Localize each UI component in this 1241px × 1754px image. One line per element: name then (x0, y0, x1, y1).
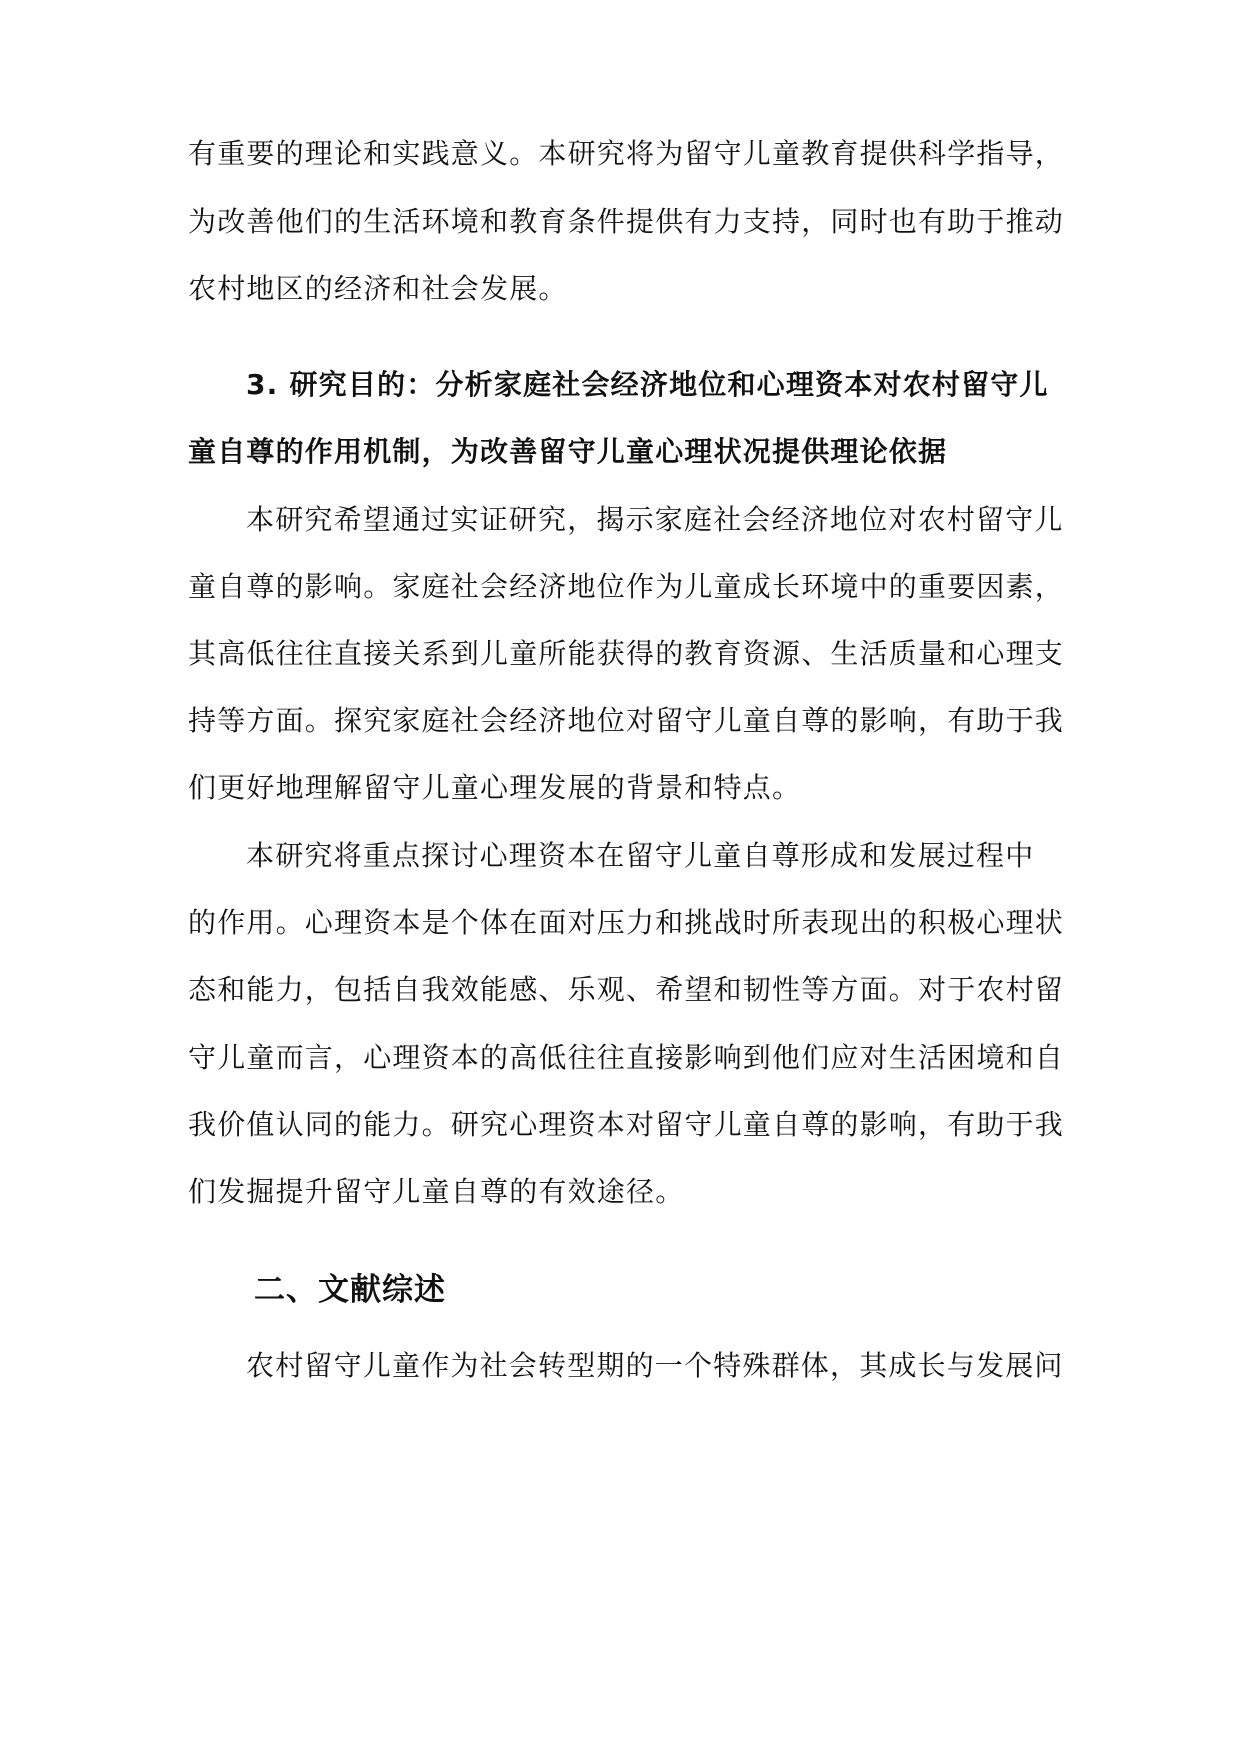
paragraph-line: 本研究希望通过实证研究，揭示家庭社会经济地位对农村留守儿 (246, 503, 1064, 536)
paragraph-line: 的作用。心理资本是个体在面对压力和挑战时所表现出的积极心理状 (188, 906, 1065, 939)
paragraph-line: 守儿童而言，心理资本的高低往往直接影响到他们应对生活困境和自 (188, 1041, 1065, 1074)
section-heading-line: 3. 研究目的：分析家庭社会经济地位和心理资本对农村留守儿 (246, 368, 1049, 401)
paragraph-line: 为改善他们的生活环境和教育条件提供有力支持，同时也有助于推动 (188, 205, 1065, 238)
paragraph-line: 有重要的理论和实践意义。本研究将为留守儿童教育提供科学指导， (188, 137, 1065, 170)
paragraph-line: 其高低往往直接关系到儿童所能获得的教育资源、生活质量和心理支 (188, 637, 1065, 670)
paragraph-line: 态和能力，包括自我效能感、乐观、希望和韧性等方面。对于农村留 (188, 973, 1065, 1006)
paragraph-line: 们发掘提升留守儿童自尊的有效途径。 (188, 1175, 685, 1208)
paragraph-line: 们更好地理解留守儿童心理发展的背景和特点。 (188, 771, 802, 804)
paragraph-line: 我价值认同的能力。研究心理资本对留守儿童自尊的影响，有助于我 (188, 1108, 1065, 1141)
chapter-heading: 二、文献综述 (254, 1272, 446, 1308)
paragraph-line: 农村留守儿童作为社会转型期的一个特殊群体，其成长与发展问 (246, 1349, 1064, 1382)
paragraph-line: 持等方面。探究家庭社会经济地位对留守儿童自尊的影响，有助于我 (188, 704, 1065, 737)
paragraph-line: 农村地区的经济和社会发展。 (188, 272, 568, 305)
paragraph-line: 本研究将重点探讨心理资本在留守儿童自尊形成和发展过程中 (246, 839, 1035, 872)
paragraph-line: 童自尊的影响。家庭社会经济地位作为儿童成长环境中的重要因素， (188, 570, 1065, 603)
section-heading-line: 童自尊的作用机制，为改善留守儿童心理状况提供理论依据 (188, 435, 948, 468)
